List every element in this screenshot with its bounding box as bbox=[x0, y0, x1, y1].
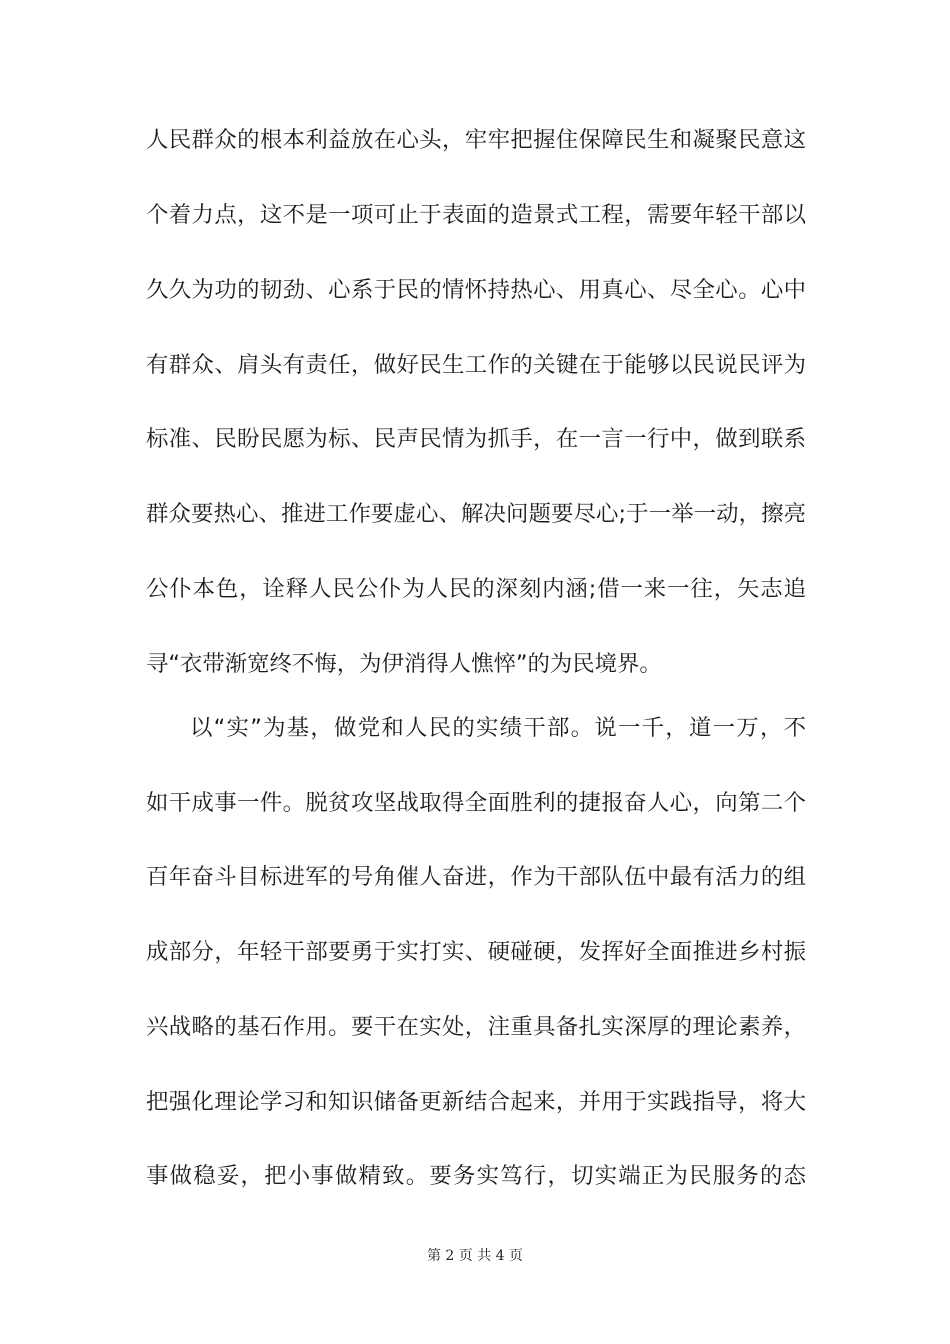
text-line-3: 久久为功的韧劲、心系于民的情怀持热心、用真心、尽全心。心中 bbox=[146, 277, 806, 303]
text-line-7: 公仆本色，诠释人民公仆为人民的深刻内涵;借一来一往，矢志追 bbox=[146, 576, 806, 602]
text-line-11: 百年奋斗目标进军的号角催人奋进，作为干部队伍中最有活力的组 bbox=[146, 864, 806, 890]
text-line-6: 群众要热心、推进工作要虚心、解决问题要尽心;于一举一动，擦亮 bbox=[146, 501, 806, 527]
text-line-1: 人民群众的根本利益放在心头，牢牢把握住保障民生和凝聚民意这 bbox=[146, 127, 806, 153]
text-line-14: 把强化理论学习和知识储备更新结合起来，并用于实践指导，将大 bbox=[146, 1089, 806, 1115]
text-line-4: 有群众、肩头有责任，做好民生工作的关键在于能够以民说民评为 bbox=[146, 352, 806, 378]
text-line-10: 如干成事一件。脱贫攻坚战取得全面胜利的捷报奋人心，向第二个 bbox=[146, 790, 806, 816]
text-line-2: 个着力点，这不是一项可止于表面的造景式工程，需要年轻干部以 bbox=[146, 202, 806, 228]
text-line-12: 成部分，年轻干部要勇于实打实、硬碰硬，发挥好全面推进乡村振 bbox=[146, 939, 806, 965]
text-line-15: 事做稳妥，把小事做精致。要务实笃行，切实端正为民服务的态 bbox=[146, 1163, 806, 1189]
text-line-8: 寻“衣带渐宽终不悔，为伊消得人憔悴”的为民境界。 bbox=[146, 651, 662, 677]
text-line-5: 标准、民盼民愿为标、民声民情为抓手，在一言一行中，做到联系 bbox=[146, 426, 806, 452]
text-line-13: 兴战略的基石作用。要干在实处，注重具备扎实深厚的理论素养， bbox=[146, 1014, 806, 1040]
page-number-footer: 第 2 页 共 4 页 bbox=[426, 1248, 524, 1264]
text-line-9: 以“实”为基，做党和人民的实绩干部。说一千，道一万，不 bbox=[190, 715, 806, 741]
